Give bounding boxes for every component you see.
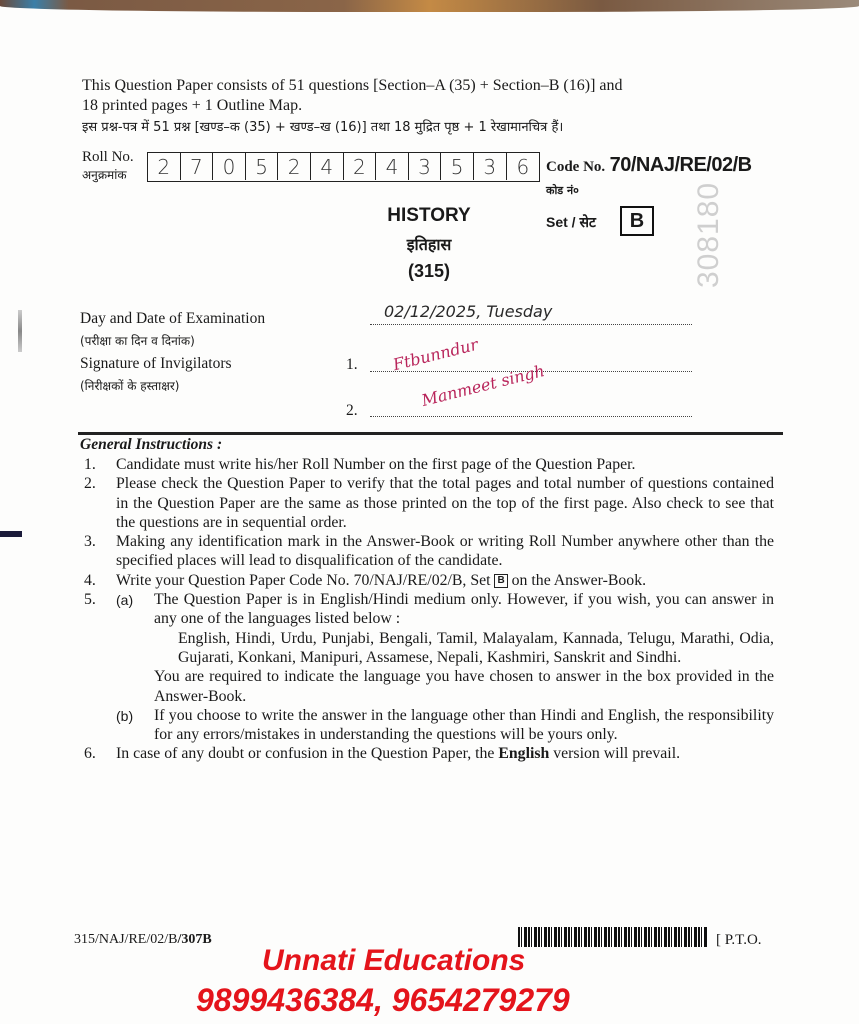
roll-digit[interactable]: 5 [441,153,474,180]
serial-number-text: 308180 [692,181,725,288]
roll-label-en: Roll No. [82,149,134,165]
paper-info-line-1: This Question Paper consists of 51 questions [Section–A (35) + Section–B (16)] and [82,77,623,94]
roll-digit[interactable]: 7 [181,153,214,180]
sig2-value[interactable]: Manmeet singh [419,361,547,410]
instructions-list [82,455,774,764]
subject-name-en: HISTORY [387,205,471,226]
instruction-bold: English [498,745,550,763]
invigilator-sig-label-en: Signature of Invigilators [80,355,232,372]
roll-digit[interactable]: 3 [474,153,507,180]
subject-name-hi: इतिहास [406,235,452,254]
instruction-number: 5. [84,591,96,609]
roll-digit[interactable]: 5 [246,153,279,180]
photo-background-edge [0,0,859,12]
instruction-item [82,571,774,590]
set-box-inline: B [494,574,507,588]
exam-date-label-hi: (परीक्षा का दिन व दिनांक) [80,334,195,348]
instruction-number: 1. [84,456,96,473]
instruction-number: 2. [84,475,96,493]
edge-mark [0,531,22,537]
instruction-text-before: Write your Question Paper Code No. 70/NAJ/RE/02/B, Set [116,571,491,589]
roll-digit[interactable]: 2 [344,153,377,180]
exam-date-line [370,324,692,325]
roll-digit[interactable]: 2 [148,153,181,180]
instruction-text [116,590,774,744]
pto-label: [ P.T.O. [716,932,762,948]
sub-instruction-a [116,590,774,706]
paper-info-hindi: इस प्रश्न-पत्र में 51 प्रश्न [खण्ड–क (35) + खण्ड–ख (16)] तथा 18 मुद्रित पृष्ठ + 1 रेखामानचित्र हैं। [82,120,564,135]
section-divider [78,432,783,435]
instruction-item [82,744,774,763]
roll-digit[interactable]: 2 [278,153,311,180]
roll-number-label [82,148,134,184]
instruction-text-before: In case of any doubt or confusion in the Question Paper, the [116,745,495,763]
exam-date-label-en: Day and Date of Examination [80,310,266,327]
instruction-text [116,571,774,590]
sub-text-2: You are required to indicate the language you have chosen to answer in the box provided in the Answer-Book. [154,668,774,705]
sub-text: If you choose to write the answer in the language other than Hindi and English, the responsibility for any errors/mistakes in understanding the questions will be yours only. [154,706,774,744]
set-label: Set / सेट [546,214,596,230]
watermark-brand: Unnati Educations [262,944,526,977]
serial-number [688,178,728,288]
code-label-hi: कोड नं० [546,184,579,197]
instruction-text-after: version will prevail. [553,745,681,763]
instruction-text: Making any identification mark in the Answer-Book or writing Roll Number anywhere other than the specified places will lead to disqualification of the candidate. [116,533,774,570]
roll-digit[interactable]: 6 [516,154,530,179]
staple-mark [18,310,22,352]
roll-number-boxes[interactable] [147,152,540,182]
sub-text-block [154,590,774,706]
sig2-line [370,416,692,417]
sub-instruction-b [116,706,774,745]
instruction-number: 6. [84,745,96,763]
set-box: B [620,206,654,236]
instruction-number: 4. [84,571,96,589]
instruction-item [82,455,774,474]
sig1-number: 1. [346,356,358,373]
roll-digit[interactable]: 4 [311,153,344,180]
roll-digit[interactable]: 0 [213,153,246,180]
instruction-item [82,590,774,744]
paper-code [546,154,752,177]
barcode-icon [518,927,708,947]
sig2-number: 2. [346,402,358,419]
instruction-text: Please check the Question Paper to verify that the total pages and total number of questions contained in the Question Paper are the same as those printed on the top of the first page. Also check to see that the questions are in sequential order. [116,475,774,531]
sub-label: (b) [116,707,134,724]
sub-text: The Question Paper is in English/Hindi medium only. However, if you wish, you can answer in any one of the languages listed below : [154,591,774,628]
sub-label: (a) [116,592,134,609]
roll-digit[interactable]: 3 [409,153,442,180]
roll-digit[interactable]: 4 [376,153,409,180]
general-instructions-title: General Instructions : [80,436,223,453]
watermark-phones: 9899436384, 9654279279 [196,982,570,1018]
exam-date-value[interactable]: 02/12/2025, Tuesday [384,302,553,321]
subject-code: (315) [407,261,451,281]
code-value: 70/NAJ/RE/02/B [609,154,752,176]
roll-label-hi: अनुक्रमांक [82,168,127,182]
instruction-item [82,532,774,571]
footer-code-bold: /307B [177,932,212,947]
footer-paper-code [74,932,212,948]
instruction-text-after: on the Answer-Book. [511,571,647,589]
footer-code-plain: 315/NAJ/RE/02/B [74,932,178,947]
code-label: Code No. [546,159,606,175]
subject-block [384,205,474,282]
sig1-value[interactable]: Ftbunndur [390,334,480,375]
instruction-text [116,744,774,763]
languages-list: English, Hindi, Urdu, Punjabi, Bengali, Tamil, Malayalam, Kannada, Telugu, Marathi, Odia, Gujarati, Konkani, Manipuri, Assamese, Nepali, Kashmiri, Sanskrit and Sindhi. [178,629,774,666]
instruction-text: Candidate must write his/her Roll Number on the first page of the Question Paper. [116,456,636,473]
instruction-item [82,474,774,532]
instruction-number: 3. [84,533,96,551]
invigilator-sig-label-hi: (निरीक्षकों के हस्ताक्षर) [80,379,180,393]
paper-info-line-2: 18 printed pages + 1 Outline Map. [82,97,303,114]
